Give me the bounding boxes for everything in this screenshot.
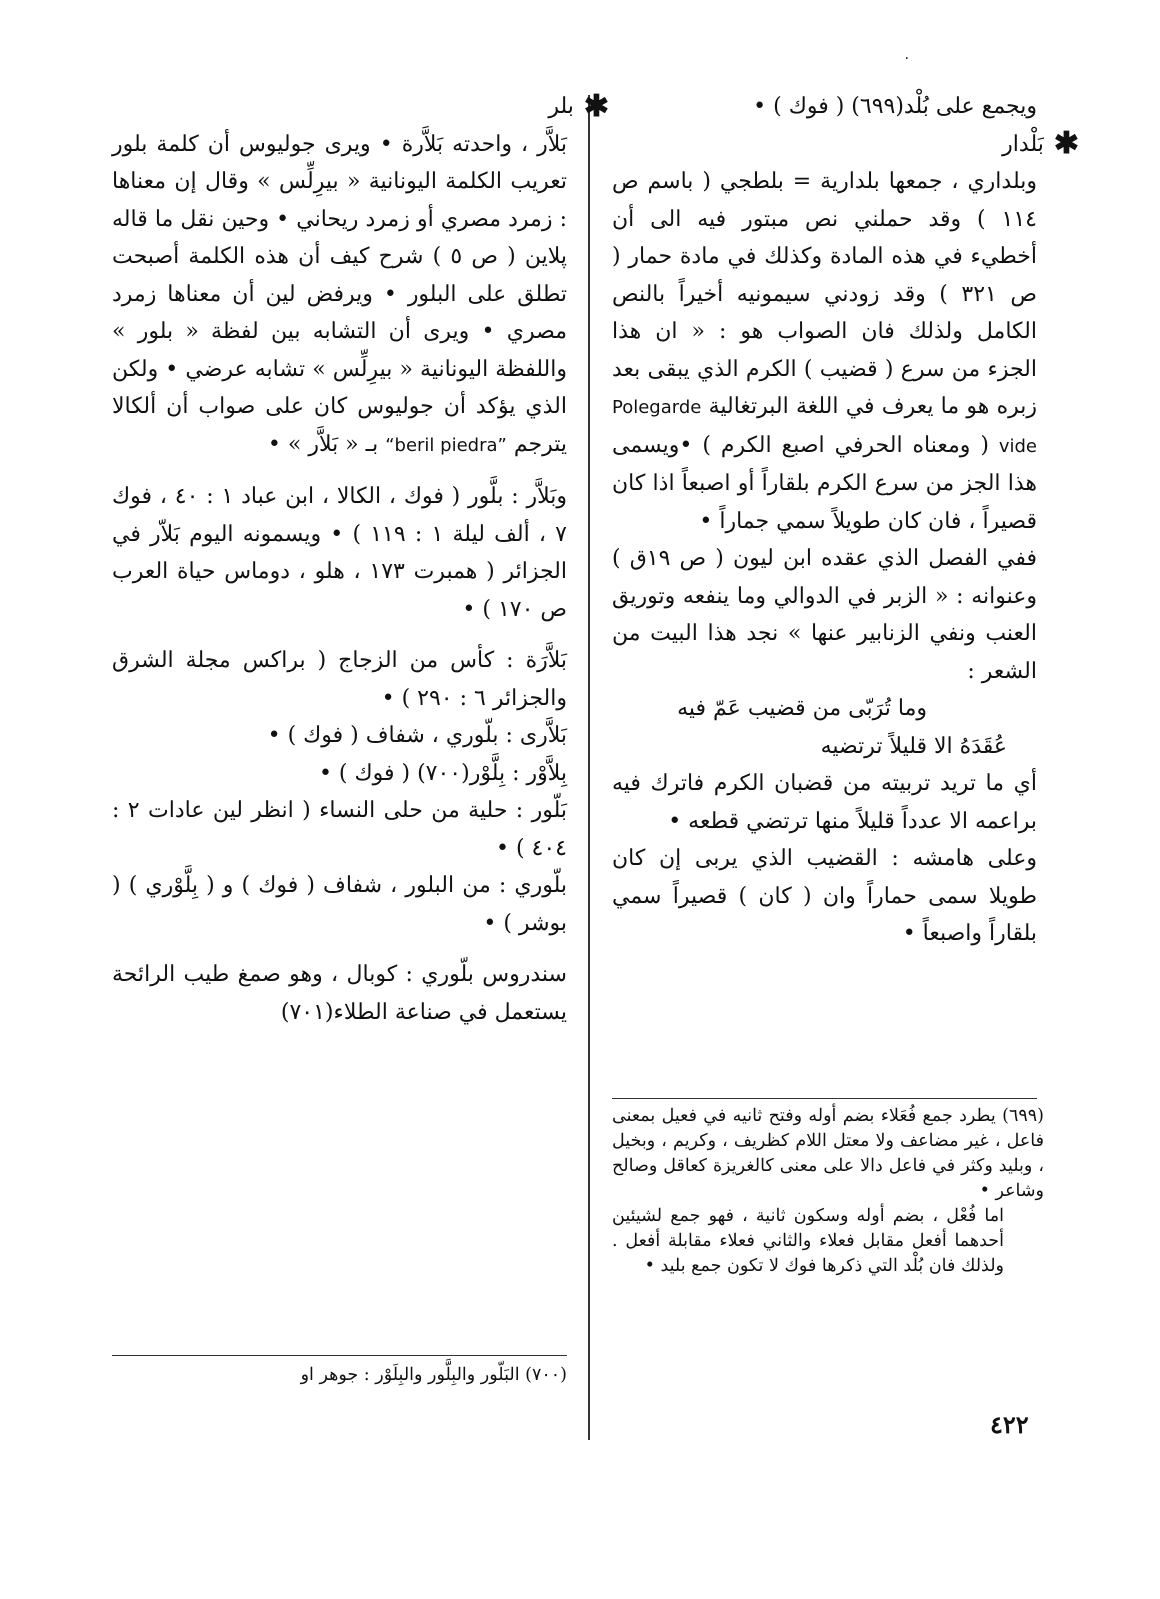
paragraph: ففي الفصل الذي عقده ابن ليون ( ص ١٩ق ) وعنوانه : « الزبر في الدوالي وما ينفعه وتوريق العنب ونفي الزنابير عنها » نجد هذا البيت من الشعر : bbox=[612, 546, 1037, 684]
column-divider bbox=[588, 95, 590, 1440]
entry-text: بـ « بَلاَّر » • bbox=[267, 431, 379, 457]
paragraph: وعلى هامشه : القضيب الذي يربى إن كان طويلا سمى حماراً وان ( كان ) قصيراً سمي بلقاراً واصبعاً • bbox=[612, 846, 1037, 946]
footnote-text: يطرد جمع فُعَلاء بضم أوله وفتح ثانيه في فعيل بمعنى فاعل ، غير مضاعف ولا معتل اللام كظريف ، وكريم ، وبخيل ، وبليد وكثر في فاعل دالا على معنى كالغريزة كعاقل وصالح وشاعر • bbox=[612, 1106, 1044, 1201]
entry: وبَلاَّر : بلَّور ( فوك ، الكالا ، ابن عباد ١ : ٤٠ ، فوك ٧ ، ألف ليلة ١ : ١١٩ ) • ويسمونه اليوم بَلاّر في الجزائر ( همبرت ١٧٣ ، هلو ، دوماس حياة العرب ص ١٧٠ ) • bbox=[112, 484, 567, 622]
page-number: ٤٢٢ bbox=[990, 1410, 1029, 1439]
entry: بِلاَّوْر : بِلَّوْر(٧٠٠) ( فوك ) • bbox=[318, 760, 567, 786]
headword-text: بَلْدار bbox=[1002, 131, 1044, 157]
right-column bbox=[612, 88, 1079, 953]
footnote-text: البَلّور والبِلَّور والبِلَوْر : جوهر او bbox=[300, 1365, 520, 1385]
paragraph bbox=[612, 163, 1037, 540]
asterisk-icon: ✱ bbox=[1053, 126, 1079, 162]
latin-phrase: Polegarde vide bbox=[612, 397, 1037, 457]
footnote-rule bbox=[112, 1355, 567, 1356]
paragraph: أي ما تريد تربيته من قضبان الكرم فاترك فيه براعمه الا عدداً قليلاً منها ترتضي قطعه • bbox=[612, 771, 1037, 834]
headword-blr bbox=[112, 88, 609, 126]
entry: بَلاَّرَة : كأس من الزجاج ( براكس مجلة الشرق والجزائر ٦ : ٢٩٠ ) • bbox=[112, 648, 567, 711]
entry: بَلاَّرى : بلّوري ، شفاف ( فوك ) • bbox=[267, 723, 567, 748]
footnote-699 bbox=[612, 1104, 1044, 1279]
left-column bbox=[112, 88, 609, 1031]
footnote-paragraph: اما فُعْل ، بضم أوله وسكون ثانية ، فهو جمع لشيئين أحدهما أفعل مقابل فعلاء والثاني فعلاء مقابلة أفعل . ولذلك فان بُلْد التي ذكرها فوك لا تكون جمع بليد • bbox=[612, 1206, 1004, 1276]
paragraph-text: ( ومعناه الحرفي اصبع الكرم ) •ويسمى هذا الجز من سرع الكرم بلقاراً أو اصبعاً اذا كان قصيراً ، فان كان طويلاً سمي جماراً • bbox=[612, 432, 1037, 534]
headword-text: بلر bbox=[548, 94, 574, 119]
footnote-paragraph bbox=[112, 1363, 567, 1388]
top-mark: ٠ bbox=[903, 50, 911, 66]
footnote-number: (٦٩٩) bbox=[1002, 1106, 1044, 1126]
entry-text: بَلاَّر ، واحدته بَلاَّرة • ويرى جوليوس أن كلمة بلور تعريب الكلمة اليونانية « بيرِلِّس » وقال إن معناها : زمرد مصري أو زمرد ريحاني • وحين نقل ما قاله پلاين ( ص ٥ ) شرح كيف أن هذه الكلمة أصبحت تطلق على البلور • ويرفض لين أن معناها زمرد مصري • ويرى أن التشابه بين لفظة « بلور » واللفظة اليونانية « بيرِلِّس » تشابه عرضي • ولكن الذي يؤكد أن جوليوس كان على صواب أن ألكالا يترجم bbox=[112, 131, 568, 457]
poem-line: وما تُرَبّى من قضيب عَمّ فيه bbox=[677, 696, 927, 721]
latin-phrase: “beril piedra” bbox=[385, 434, 507, 456]
poem-line: عُقَدَهُ الا قليلاً ترتضيه bbox=[820, 733, 1007, 759]
entry bbox=[112, 126, 567, 465]
footnote-700 bbox=[112, 1363, 567, 1388]
footnote-rule bbox=[612, 1098, 1037, 1099]
paragraph-text: وبلداري ، جمعها بلدارية = بلطجي ( باسم ص ١١٤ ) وقد حملني نص مبتور فيه الى أن أخطيء في هذه المادة وكذلك في مادة حمار ( ص ٣٢١ ) وقد زودني سيمونيه أخيراً بالنص الكامل ولذلك فان الصواب هو : « ان هذا الجزء من سرع ( قضيب ) الكرم الذي يبقى بعد زبره هو ما يعرف في اللغة البرتغالية bbox=[612, 169, 1038, 419]
footnote-number: (٧٠٠) bbox=[525, 1365, 567, 1385]
entry: بلّوري : من البلور ، شفاف ( فوك ) و ( بِلَّوْري ) ( بوشر ) • bbox=[112, 873, 567, 936]
entry: بَلّور : حلية من حلى النساء ( انظر لين عادات ٢ : ٤٠٤ ) • bbox=[112, 798, 567, 861]
right-first-line: ويجمع على بُلْد(٦٩٩) ( فوك ) • bbox=[753, 94, 1037, 119]
asterisk-icon: ✱ bbox=[583, 88, 609, 124]
headword-baldar bbox=[612, 126, 1079, 164]
footnote-paragraph bbox=[612, 1104, 1044, 1204]
entry: سندروس بلّوري : كوبال ، وهو صمغ طيب الرائحة يستعمل في صناعة الطلاء(٧٠١) bbox=[112, 962, 567, 1025]
